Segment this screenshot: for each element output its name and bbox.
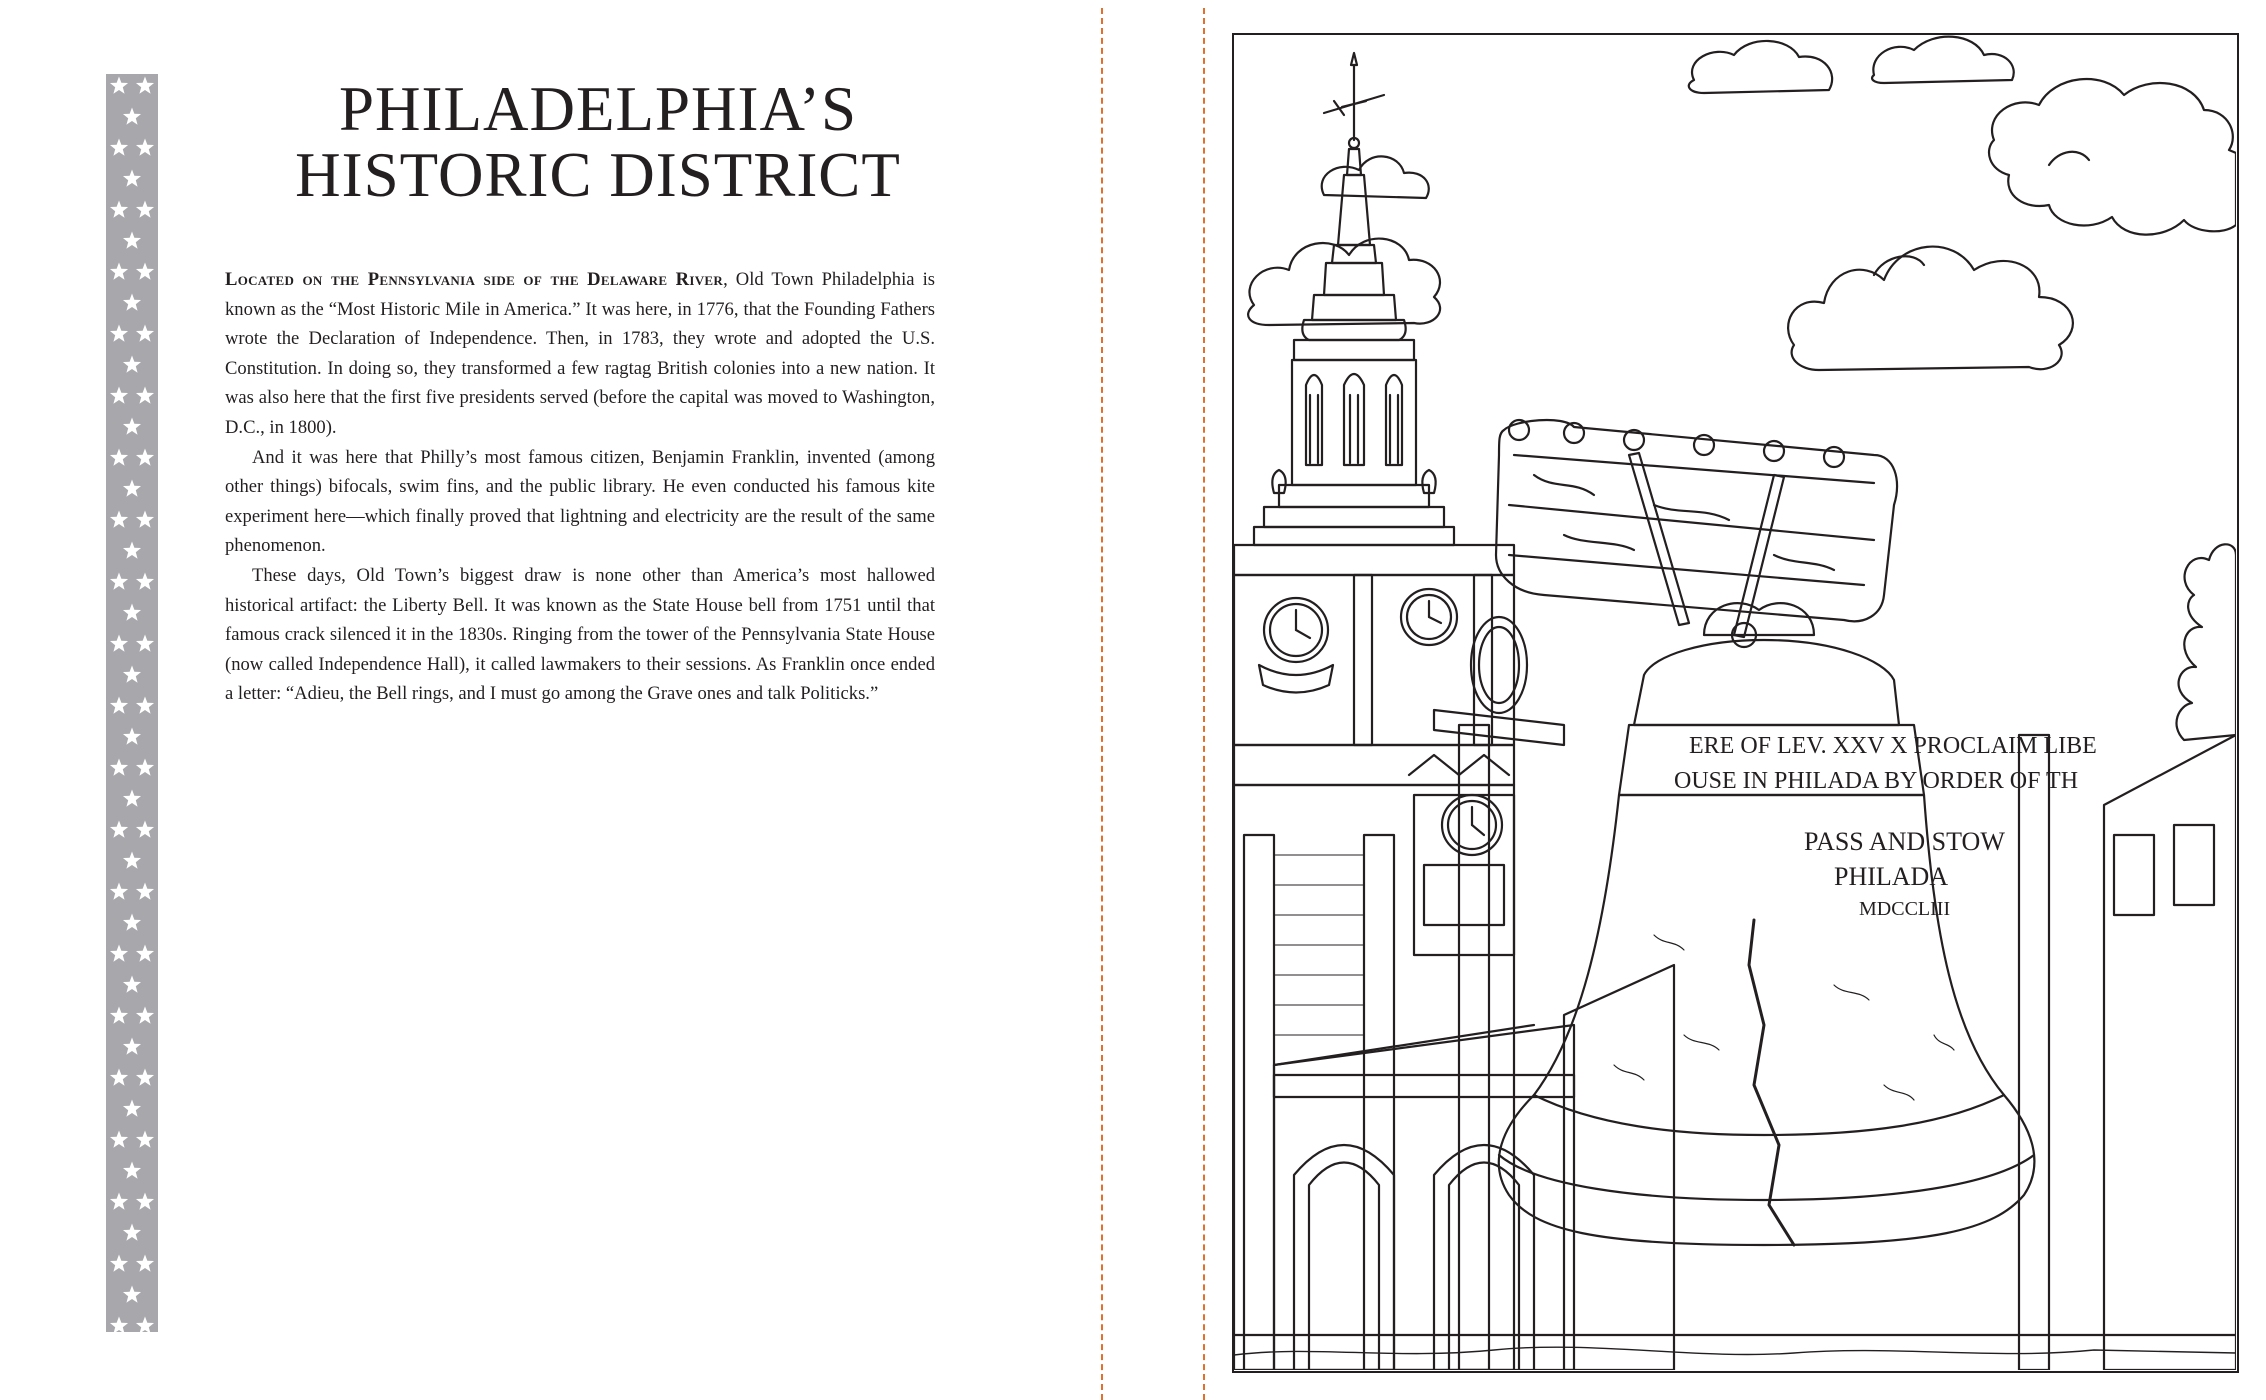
star-icon xyxy=(123,232,141,249)
star-icon xyxy=(123,418,141,435)
star-icon xyxy=(123,852,141,869)
lead-in: Located on the Pennsylvania side of the Delaware River xyxy=(225,269,724,290)
star-icon xyxy=(110,759,128,776)
star-icon xyxy=(110,635,128,652)
star-icon xyxy=(136,1131,154,1148)
star-icon xyxy=(123,666,141,683)
star-icon xyxy=(110,1069,128,1086)
page-title xyxy=(200,76,996,208)
coloring-illustration xyxy=(1232,33,2239,1373)
cloud-icon xyxy=(1788,247,2073,370)
star-icon xyxy=(123,790,141,807)
star-icon xyxy=(136,821,154,838)
bell-inscription-3: MDCCLIII xyxy=(1859,898,1951,920)
star-icon xyxy=(123,356,141,373)
star-icon xyxy=(136,945,154,962)
bell-band-text-2: OUSE IN PHILADA BY ORDER OF TH xyxy=(1674,768,2079,794)
star-icon xyxy=(123,480,141,497)
article-body xyxy=(225,265,935,709)
star-icon xyxy=(110,139,128,156)
star-icon xyxy=(136,759,154,776)
star-icon xyxy=(110,945,128,962)
star-icon xyxy=(136,1069,154,1086)
liberty-bell-illustration xyxy=(1234,35,2236,1370)
star-icon xyxy=(136,263,154,280)
star-icon xyxy=(123,976,141,993)
star-icon xyxy=(123,108,141,125)
star-icon xyxy=(110,263,128,280)
cloud-icon xyxy=(1872,37,2014,83)
star-icon xyxy=(136,1007,154,1024)
star-icon xyxy=(136,883,154,900)
star-icon xyxy=(110,387,128,404)
star-icon xyxy=(136,1193,154,1210)
star-icon xyxy=(110,1193,128,1210)
star-icon xyxy=(110,1131,128,1148)
liberty-bell xyxy=(1499,603,2097,1245)
star-icon xyxy=(110,1007,128,1024)
star-icon xyxy=(110,449,128,466)
star-icon xyxy=(110,1255,128,1272)
star-pattern xyxy=(106,74,158,1332)
star-icon xyxy=(123,1286,141,1303)
star-icon xyxy=(110,325,128,342)
star-icon xyxy=(123,1100,141,1117)
cloud-icon xyxy=(1689,41,1832,93)
star-icon xyxy=(136,697,154,714)
cut-line-left xyxy=(1101,8,1103,1400)
star-icon xyxy=(123,914,141,931)
bell-yoke xyxy=(1434,420,2049,1370)
star-icon xyxy=(110,573,128,590)
star-icon xyxy=(136,387,154,404)
title-line-2: HISTORIC DISTRICT xyxy=(295,140,901,210)
star-icon xyxy=(123,1162,141,1179)
paragraph-3: These days, Old Town’s biggest draw is none other than America’s most hallowed historical artifact: the Liberty Bell. It was known as the State House bell from 1751 until that famous crack silenced it in the 1830s. Ringing from the tower of the Pennsylvania State House (now called Independence Hall), it called lawmakers to their sessions. As Franklin once ended a letter: “Adieu, the Bell rings, and I must go among the Grave ones and talk Politicks.” xyxy=(225,564,935,705)
star-icon xyxy=(110,821,128,838)
star-icon xyxy=(136,511,154,528)
star-icon xyxy=(110,511,128,528)
star-icon xyxy=(136,1255,154,1272)
star-icon xyxy=(123,294,141,311)
star-icon xyxy=(136,635,154,652)
star-icon xyxy=(136,139,154,156)
star-icon xyxy=(123,1038,141,1055)
bell-inscription-1: PASS AND STOW xyxy=(1804,827,2005,856)
cloud-icon xyxy=(1989,79,2236,235)
bell-inscription-2: PHILADA xyxy=(1834,862,1949,891)
title-line-1: PHILADELPHIA’S xyxy=(339,74,857,144)
star-border-strip xyxy=(106,74,158,1332)
star-icon xyxy=(110,883,128,900)
star-icon xyxy=(123,542,141,559)
star-icon xyxy=(136,201,154,218)
star-icon xyxy=(123,728,141,745)
paragraph-1-text: , Old Town Philadelphia is known as the “Most Historic Mile in America.” It was here, in 1776, that the Founding Fathers wrote the Declaration of Independence. Then, in 1783, they wrote and adopted the U.S. Constitution. In doing so, they transformed a few ragtag British colonies into a new nation. It was also here that the first five presidents served (before the capital was moved to Washington, D.C., in 1800). xyxy=(225,269,935,438)
star-icon xyxy=(136,77,154,94)
bell-band-text-1: ERE OF LEV. XXV X PROCLAIM LIBE xyxy=(1689,733,2097,759)
cut-line-right xyxy=(1203,8,1205,1400)
star-icon xyxy=(110,697,128,714)
star-icon xyxy=(136,1317,154,1333)
star-icon xyxy=(136,449,154,466)
star-icon xyxy=(123,170,141,187)
ground xyxy=(1234,1335,2236,1355)
paragraph-1 xyxy=(225,265,935,443)
star-icon xyxy=(136,573,154,590)
independence-hall-illustration xyxy=(1234,53,2236,1370)
star-icon xyxy=(123,604,141,621)
star-icon xyxy=(123,1224,141,1241)
star-icon xyxy=(136,325,154,342)
star-icon xyxy=(110,201,128,218)
star-icon xyxy=(110,1317,128,1333)
paragraph-2: And it was here that Philly’s most famous citizen, Benjamin Franklin, invented (among other things) bifocals, swim fins, and the public library. He even conducted his famous kite experiment here—which finally proved that lightning and electricity are the result of the same phenomenon. xyxy=(225,446,935,557)
star-icon xyxy=(110,77,128,94)
